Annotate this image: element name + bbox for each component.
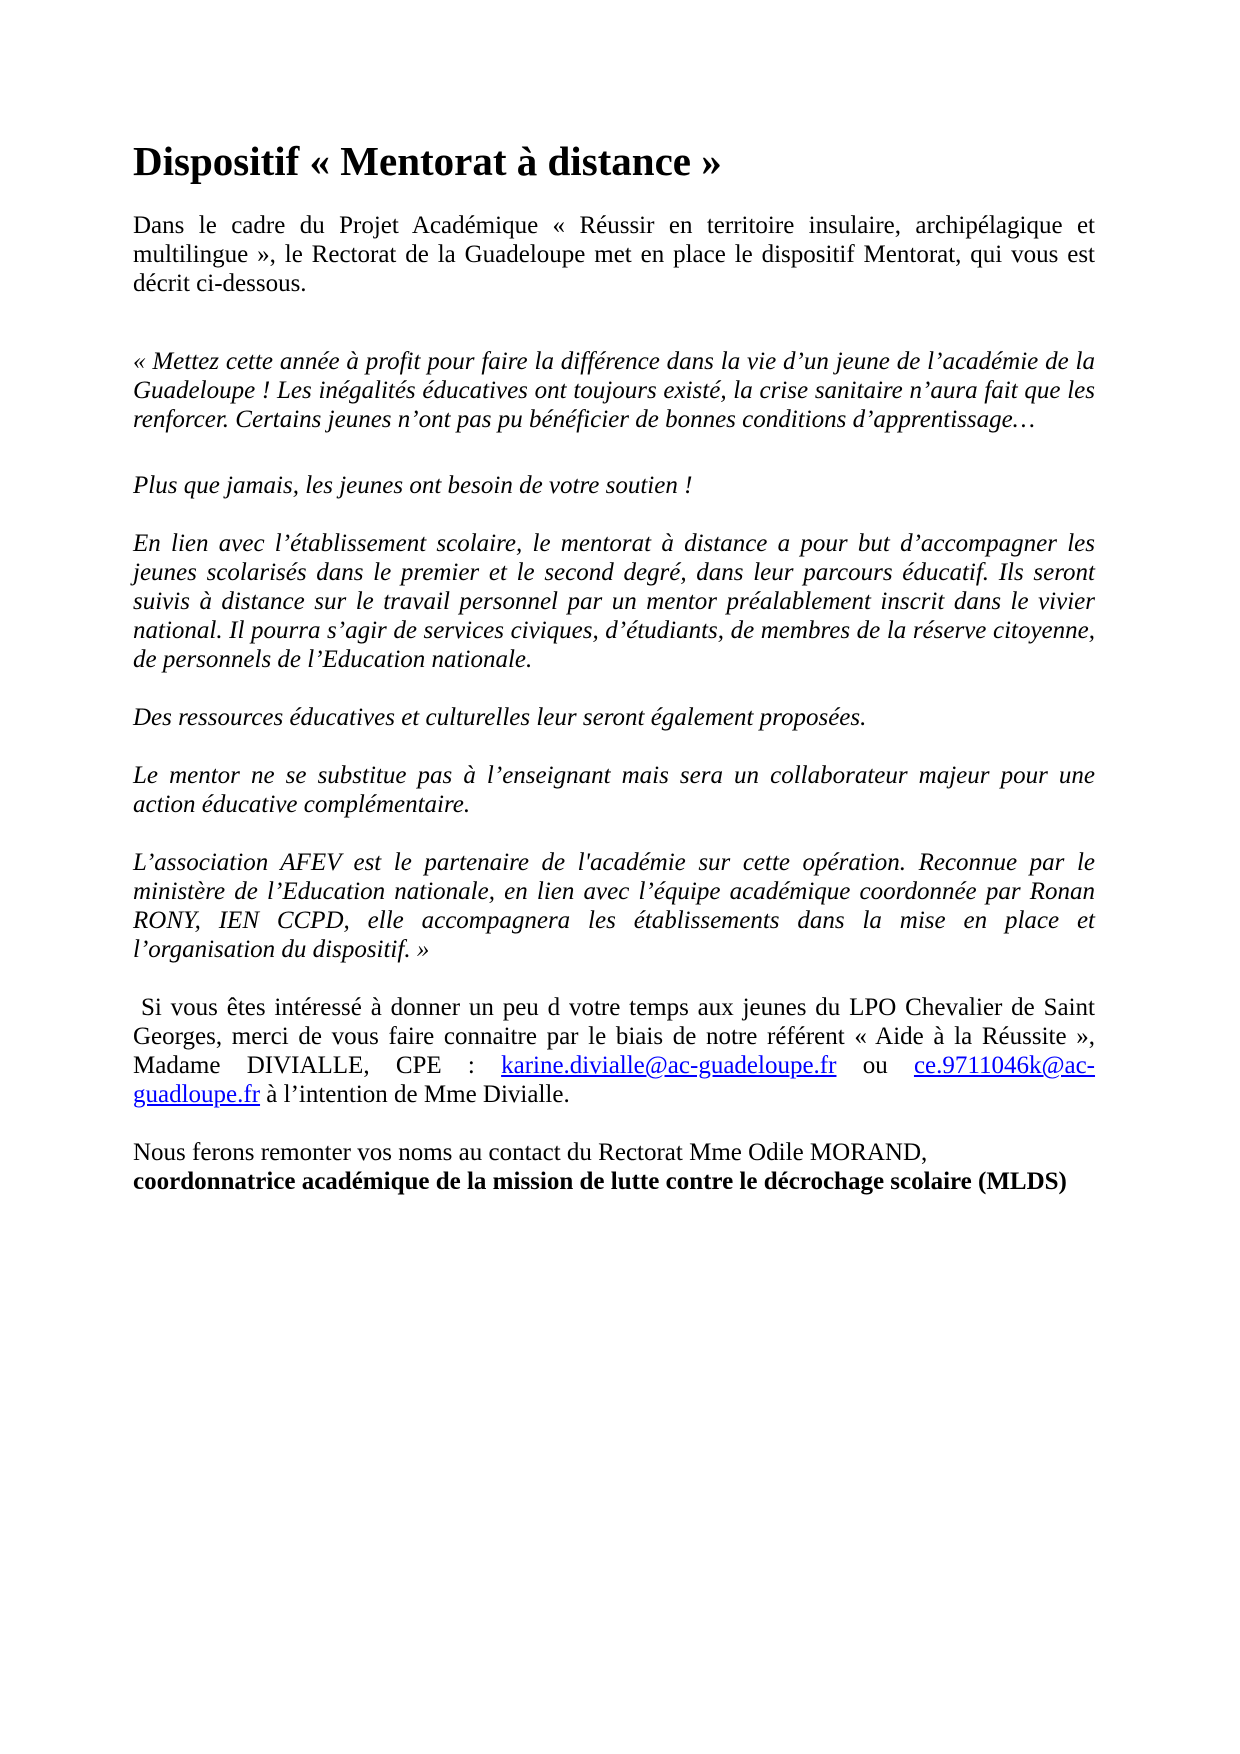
closing-paragraph	[133, 1138, 1095, 1196]
contact-paragraph	[133, 993, 1095, 1109]
quote-opening-paragraph: « Mettez cette année à profit pour faire la différence dans la vie d’un jeune de l’académie de la Guadeloupe ! Les inégalités éducatives ont toujours existé, la crise sanitaire n’aura fait que les renforcer. Certains jeunes n’ont pas pu bénéficier de bonnes conditions d’apprentissage…	[133, 348, 1095, 434]
document-title: Dispositif « Mentorat à distance »	[133, 138, 722, 184]
contact-text-before-links: Si vous êtes intéressé à donner un peu d votre temps aux jeunes du LPO Chevalier de Saint Georges, merci de vous faire connaitre par le biais de notre référent « Aide à la Réussite », Madame DIVIALLE, CPE :	[133, 994, 1095, 1080]
email-link-ce-9711046k[interactable]: ce.9711046k@ac-guadloupe.fr	[133, 1052, 1096, 1109]
intro-paragraph: Dans le cadre du Projet Académique « Réussir en territoire insulaire, archipélagique et multilingue », le Rectorat de la Guadeloupe met en place le dispositif Mentorat, qui vous est décrit ci-dessous.	[133, 212, 1095, 298]
contact-text-after-links: à l’intention de Mme Divialle.	[260, 1081, 570, 1109]
closing-line-regular: Nous ferons remonter vos noms au contact du Rectorat Mme Odile MORAND,	[133, 1139, 928, 1167]
closing-line-bold: coordonnatrice académique de la mission de lutte contre le décrochage scolaire (MLDS)	[133, 1168, 1067, 1196]
quote-mentor-role-paragraph: Le mentor ne se substitue pas à l’enseignant mais sera un collaborateur majeur pour une action éducative complémentaire.	[133, 762, 1095, 819]
quote-mentorat-paragraph: En lien avec l’établissement scolaire, le mentorat à distance a pour but d’accompagner les jeunes scolarisés dans le premier et le second degré, dans leur parcours éducatif. Ils seront suivis à distance sur le travail personnel par un mentor préalablement inscrit dans le vivier national. Il pourra s’agir de services civiques, d’étudiants, de membres de la réserve citoyenne, de personnels de l’Education nationale.	[133, 530, 1095, 674]
quote-ressources-paragraph: Des ressources éducatives et culturelles leur seront également proposées.	[133, 704, 867, 732]
email-link-karine-divialle[interactable]: karine.divialle@ac-guadeloupe.fr	[501, 1052, 837, 1080]
contact-text-between-links: ou	[836, 1052, 914, 1080]
quote-support-paragraph: Plus que jamais, les jeunes ont besoin de votre soutien !	[133, 472, 693, 500]
quote-afev-paragraph: L’association AFEV est le partenaire de l'académie sur cette opération. Reconnue par le ministère de l’Education nationale, en lien avec l’équipe académique coordonnée par Ronan RONY, IEN CCPD, elle accompagnera les établissements dans la mise en place et l’organisation du dispositif. »	[133, 849, 1095, 964]
